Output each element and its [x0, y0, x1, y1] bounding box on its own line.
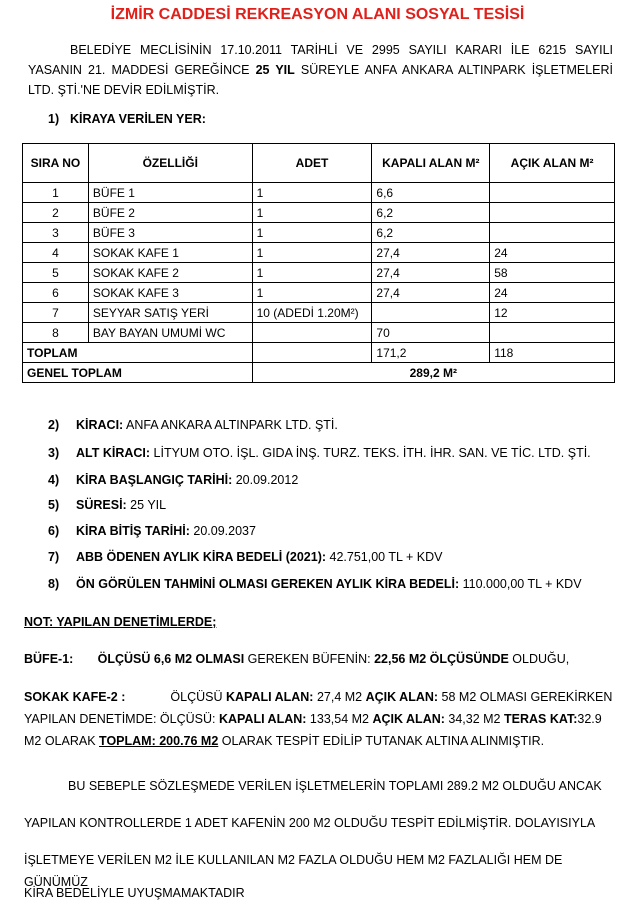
cell-kapali: 70: [372, 323, 490, 343]
table-row: [23, 243, 615, 263]
conclusion-line-1: BU SEBEPLE SÖZLEŞMEDE VERİLEN İŞLETMELERİN TOPLAMI 289.2 M2 OLDUĞU ANCAK: [68, 779, 602, 793]
table-row: [23, 303, 615, 323]
cell-acik: [490, 323, 615, 343]
cell-acik: [490, 223, 615, 243]
cell-adet: 1: [252, 283, 372, 303]
cell-no: 2: [23, 203, 89, 223]
cell-kapali: [372, 303, 490, 323]
cell-no: 8: [23, 323, 89, 343]
table-row: [23, 323, 615, 343]
bufe-bold-2: 22,56 M2 ÖLÇÜSÜNDE: [374, 652, 509, 666]
cell-name: SOKAK KAFE 3: [88, 283, 252, 303]
cell-adet: 10 (ADEDİ 1.20M²): [252, 303, 372, 323]
kafe-label: SOKAK KAFE-2 :: [24, 690, 126, 704]
kafe-text-3: 58 M2 OLMASI GEREKİRKEN YAPILAN DENETİMDE: ÖLÇÜSÜ:: [24, 690, 613, 726]
cell-kapali: 6,2: [372, 203, 490, 223]
total-label: TOPLAM: [23, 343, 253, 363]
conclusion-line-2: YAPILAN KONTROLLERDE 1 ADET KAFENİN 200 M2 OLDUĞU TESPİT EDİLMİŞTİR. DOLAYISIYLA: [24, 816, 596, 830]
cell-name: BÜFE 3: [88, 223, 252, 243]
rental-table: [22, 143, 615, 383]
cell-name: BÜFE 2: [88, 203, 252, 223]
section-heading-rented-place: [48, 112, 206, 126]
bufe-text-2: OLDUĞU,: [508, 652, 570, 666]
cell-kapali: 27,4: [372, 283, 490, 303]
cell-adet: 1: [252, 203, 372, 223]
note-title: NOT: YAPILAN DENETİMLERDE;: [24, 615, 217, 629]
list-item-suresi: [48, 498, 166, 512]
table-row: [23, 283, 615, 303]
list-item-bitis: [48, 524, 256, 538]
bufe-text-1: GEREKEN BÜFENİN:: [244, 652, 375, 666]
list-item-odenen-kira: [48, 550, 442, 564]
table-row: [23, 183, 615, 203]
cell-no: 3: [23, 223, 89, 243]
item-value: 20.09.2012: [232, 473, 299, 487]
cell-adet: 1: [252, 243, 372, 263]
list-item-kiraci: [48, 418, 338, 432]
section-label: KİRAYA VERİLEN YER:: [70, 112, 206, 126]
table-header-row: [23, 144, 615, 183]
item-value: 42.751,00 TL + KDV: [326, 550, 443, 564]
cell-name: SOKAK KAFE 2: [88, 263, 252, 283]
bufe-bold-1: ÖLÇÜSÜ 6,6 M2 OLMASI: [97, 652, 245, 666]
table-grand-total-row: [23, 363, 615, 383]
table-row: [23, 223, 615, 243]
total-adet-empty: [252, 343, 372, 363]
cell-name: SOKAK KAFE 1: [88, 243, 252, 263]
header-kapali-alan: KAPALI ALAN M²: [372, 144, 490, 183]
kafe-bold-total: TOPLAM: 200.76 M2: [99, 734, 219, 748]
item-value: 20.09.2037: [189, 524, 256, 538]
item-value: LİTYUM OTO. İŞL. GIDA İNŞ. TURZ. TEKS. İTH. İHR. SAN. VE TİC. LTD. ŞTİ.: [150, 446, 591, 460]
kafe-bold-2: AÇIK ALAN:: [365, 690, 439, 704]
cell-adet: [252, 323, 372, 343]
item-value: 110.000,00 TL + KDV: [459, 577, 582, 591]
intro-paragraph: [28, 40, 613, 100]
total-kapali: 171,2: [372, 343, 490, 363]
cell-acik: 24: [490, 243, 615, 263]
kafe-text-5: 34,32 M2: [444, 712, 504, 726]
item-number: 7): [48, 550, 60, 564]
cell-kapali: 27,4: [372, 243, 490, 263]
kafe-bold-1: KAPALI ALAN:: [225, 690, 314, 704]
conclusion-line-3: İŞLETMEYE VERİLEN M2 İLE KULLANILAN M2 FAZLA OLDUĞU HEM M2 FAZLALIĞI HEM DE GÜNÜMÜZ: [24, 853, 563, 889]
cell-adet: 1: [252, 183, 372, 203]
list-item-alt-kiraci: [48, 446, 591, 460]
cell-no: 7: [23, 303, 89, 323]
item-number: 2): [48, 418, 60, 432]
section-number: 1): [48, 112, 60, 126]
item-label: ALT KİRACI:: [76, 446, 151, 460]
cell-acik: [490, 203, 615, 223]
intro-text-2: SÜREYLE ANFA ANKARA ALTINPARK İŞLETMELERİ LTD. ŞTİ.'NE DEVİR EDİLMİŞTİR.: [28, 63, 613, 97]
kafe-text-2: 27,4 M2: [313, 690, 366, 704]
item-label: SÜRESİ:: [76, 498, 127, 512]
cell-acik: [490, 183, 615, 203]
item-number: 4): [48, 473, 60, 487]
cell-adet: 1: [252, 223, 372, 243]
kafe-bold-4: AÇIK ALAN:: [372, 712, 445, 726]
item-number: 3): [48, 446, 60, 460]
cell-no: 1: [23, 183, 89, 203]
intro-bold-duration: 25 YIL: [255, 63, 295, 77]
cell-acik: 24: [490, 283, 615, 303]
cell-no: 5: [23, 263, 89, 283]
cell-no: 6: [23, 283, 89, 303]
header-adet: ADET: [252, 144, 372, 183]
cell-acik: 12: [490, 303, 615, 323]
kafe-paragraph: [24, 686, 619, 752]
item-label: KİRA BAŞLANGIÇ TARİHİ:: [76, 473, 233, 487]
cell-kapali: 6,2: [372, 223, 490, 243]
item-number: 6): [48, 524, 60, 538]
header-ozelligi: ÖZELLİĞİ: [88, 144, 252, 183]
bufe-label: BÜFE-1:: [24, 652, 74, 666]
cell-name: BAY BAYAN UMUMİ WC: [88, 323, 252, 343]
item-label: KİRA BİTİŞ TARİHİ:: [76, 524, 190, 538]
grand-total-label: GENEL TOPLAM: [23, 363, 253, 383]
item-label: KİRACI:: [76, 418, 124, 432]
conclusion-line-4: KİRA BEDELİYLE UYUŞMAMAKTADIR: [24, 886, 245, 900]
cell-kapali: 6,6: [372, 183, 490, 203]
list-item-baslangic: [48, 473, 298, 487]
grand-total-value: 289,2 M²: [252, 363, 614, 383]
kafe-bold-5: TERAS KAT:: [504, 712, 578, 726]
total-acik: 118: [490, 343, 615, 363]
item-label: ÖN GÖRÜLEN TAHMİNİ OLMASI GEREKEN AYLIK KİRA BEDELİ:: [76, 577, 460, 591]
kafe-text-4: 133,54 M2: [306, 712, 373, 726]
item-value: ANFA ANKARA ALTINPARK LTD. ŞTİ.: [123, 418, 338, 432]
list-item-tahmini-kira: [48, 577, 582, 591]
table-row: [23, 203, 615, 223]
item-number: 5): [48, 498, 60, 512]
item-value: 25 YIL: [126, 498, 167, 512]
cell-kapali: 27,4: [372, 263, 490, 283]
kafe-text-7: OLARAK TESPİT EDİLİP TUTANAK ALTINA ALINMIŞTIR.: [218, 734, 545, 748]
cell-acik: 58: [490, 263, 615, 283]
header-acik-alan: AÇIK ALAN M²: [490, 144, 615, 183]
cell-no: 4: [23, 243, 89, 263]
item-label: ABB ÖDENEN AYLIK KİRA BEDELİ (2021):: [76, 550, 327, 564]
cell-name: SEYYAR SATIŞ YERİ: [88, 303, 252, 323]
table-total-row: [23, 343, 615, 363]
intro-text-1: BELEDİYE MECLİSİNİN 17.10.2011 TARİHLİ VE 2995 SAYILI KARARI İLE 6215 SAYILI YASANIN 21. MADDESİ GEREĞİNCE: [28, 43, 613, 77]
kafe-text-6: 32.9 M2 OLARAK: [24, 712, 602, 748]
header-sira-no: SIRA NO: [23, 144, 89, 183]
bufe-paragraph: [24, 648, 619, 670]
document-title: İZMİR CADDESİ REKREASYON ALANI SOSYAL TESİSİ: [110, 6, 525, 23]
cell-adet: 1: [252, 263, 372, 283]
item-number: 8): [48, 577, 60, 591]
kafe-text-1: ÖLÇÜSÜ: [170, 690, 226, 704]
kafe-bold-3: KAPALI ALAN:: [218, 712, 307, 726]
table-row: [23, 263, 615, 283]
cell-name: BÜFE 1: [88, 183, 252, 203]
